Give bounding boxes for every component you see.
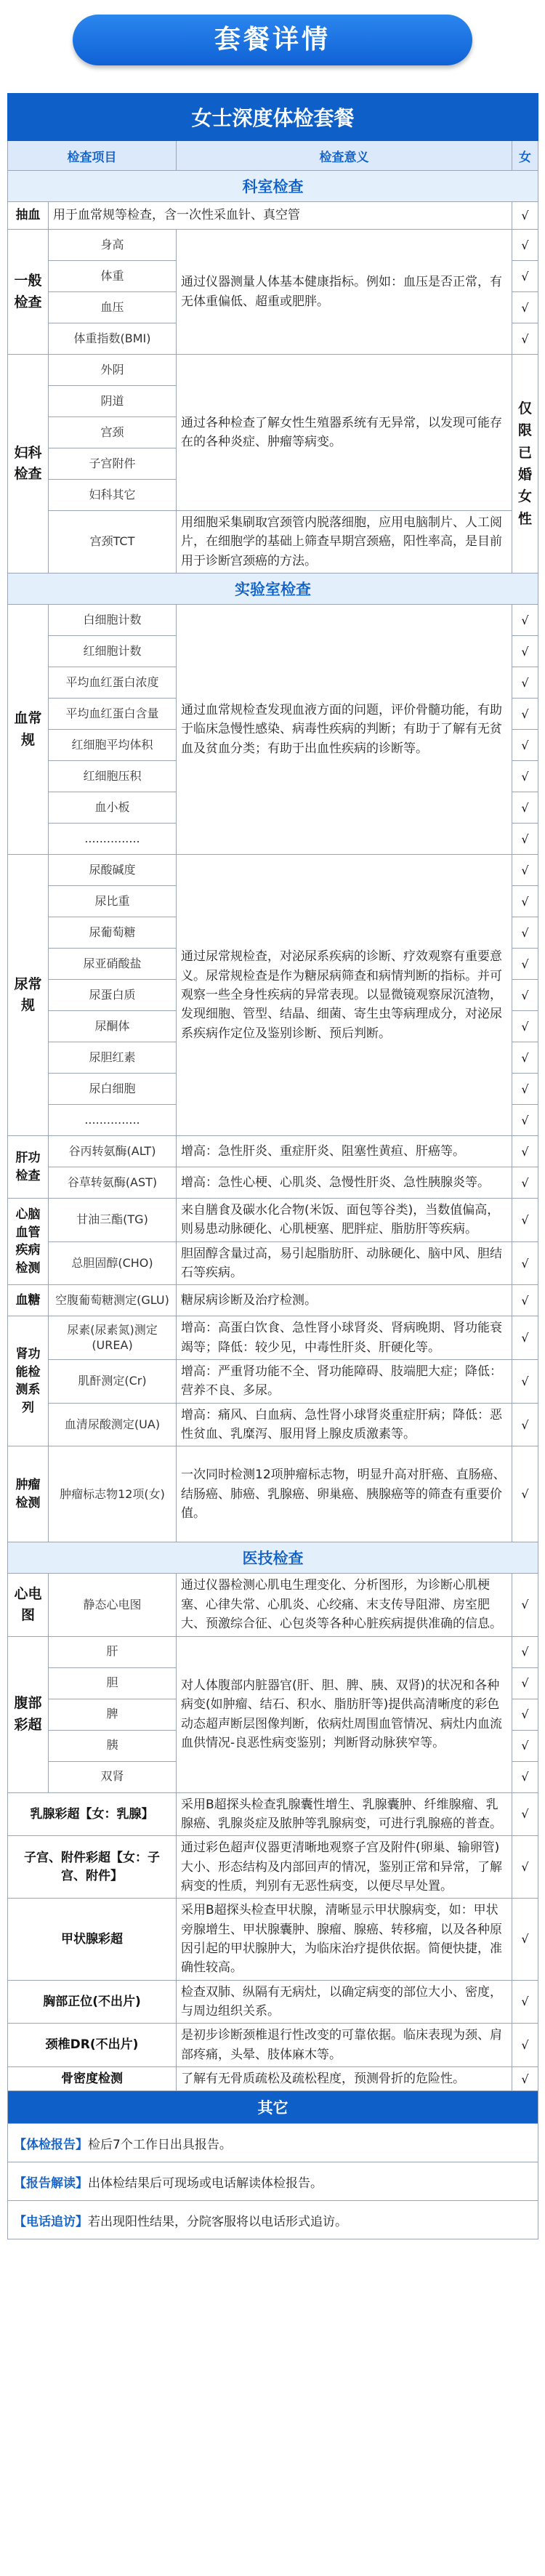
- item-label: 血小板: [49, 792, 177, 824]
- blood-routine-desc: 通过血常规检查发现血液方面的问题，评价骨髓功能，有助于临床急慢性感染、病毒性疾病的判断；有助于了解有无贫血及贫血分类；有助于出血性疾病的诊断等。: [177, 605, 512, 855]
- uterus-desc: 通过彩色超声仪器更清晰地观察子宫及附件(卵巢、输卵管)大小、形态结构及内部回声的情况，鉴别正常和异常，了解病变的性质，判别有无恶性病变，以便尽早处置。: [177, 1836, 512, 1899]
- check-mark: √: [512, 1792, 538, 1836]
- item-label: 血压: [49, 292, 177, 323]
- liver-desc: 增高：急性心梗、心肌炎、急慢性肝炎、急性胰腺炎等。: [177, 1167, 512, 1199]
- check-mark: √: [512, 1980, 538, 2024]
- item-label: 尿比重: [49, 886, 177, 917]
- item-label: 外阴: [49, 355, 177, 386]
- item-label: 平均血红蛋白浓度: [49, 667, 177, 699]
- item-label: 谷草转氨酶(AST): [49, 1167, 177, 1199]
- other-text: 出体检结果后可现场或电话解读体检报告。: [88, 2175, 323, 2191]
- other-row-report: [8, 2124, 538, 2162]
- table-row: [8, 2024, 538, 2067]
- kidney-desc: 增高：高蛋白饮食、急性肾小球肾炎、肾病晚期、肾功能衰竭等；降低：较少见，中毒性肝炎、肝硬化等。: [177, 1316, 512, 1360]
- check-mark: √: [512, 917, 538, 949]
- item-label: 尿素(尿素氮)测定(UREA): [49, 1316, 177, 1360]
- table-row: [8, 202, 538, 230]
- item-label: 脾: [49, 1699, 177, 1730]
- check-mark: √: [512, 855, 538, 886]
- check-mark: √: [512, 636, 538, 667]
- check-mark: √: [512, 1105, 538, 1136]
- table-row: [8, 1316, 538, 1360]
- table-row: [8, 1792, 538, 1836]
- category-ecg: 心电图: [8, 1574, 49, 1636]
- check-mark: √: [512, 1636, 538, 1667]
- table-row: [8, 355, 538, 386]
- breast-desc: 采用B超探头检查乳腺囊性增生、乳腺囊肿、纤维腺瘤、乳腺癌、乳腺炎症及脓肿等乳腺病变，可进行乳腺癌的普查。: [177, 1792, 512, 1836]
- category-tumor: 肿瘤检测: [8, 1446, 49, 1542]
- category-urine-routine: 尿常规: [8, 855, 49, 1136]
- check-mark: √: [512, 1899, 538, 1980]
- other-label: 【体检报告】: [14, 2137, 88, 2152]
- table-row: [8, 1836, 538, 1899]
- column-header-female: 女: [512, 141, 538, 171]
- check-mark: √: [512, 730, 538, 761]
- item-label: 尿亚硝酸盐: [49, 949, 177, 980]
- check-mark: √: [512, 886, 538, 917]
- ecg-desc: 通过仪器检测心肌电生理变化、分析图形，为诊断心肌梗塞、心律失常、心肌炎、心绞痛、末支传导阻滞、房室肥大、预激综合征、心包炎等各种心脏疾病提供准确的信息。: [177, 1574, 512, 1636]
- liver-desc: 增高：急性肝炎、重症肝炎、阻塞性黄疸、肝癌等。: [177, 1136, 512, 1167]
- check-mark: √: [512, 2024, 538, 2067]
- table-row: [8, 1136, 538, 1167]
- check-mark: √: [512, 949, 538, 980]
- category-bone: 骨密度检测: [8, 2066, 177, 2090]
- package-table: [7, 93, 538, 2239]
- kidney-desc: 增高：痛风、白血病、急性肾小球肾炎重症肝病；降低：恶性贫血、乳糜泻、服用肾上腺皮质激素等。: [177, 1403, 512, 1446]
- category-glucose: 血糖: [8, 1285, 49, 1316]
- table-row: [8, 230, 538, 261]
- check-mark: √: [512, 1403, 538, 1446]
- item-label: 红细胞压积: [49, 761, 177, 792]
- check-mark: √: [512, 792, 538, 824]
- section-title-lab: 实验室检查: [8, 573, 538, 605]
- check-mark: √: [512, 1074, 538, 1105]
- item-label: 谷丙转氨酶(ALT): [49, 1136, 177, 1167]
- urine-routine-desc: 通过尿常规检查，对泌尿系疾病的诊断、疗效观察有重要意义。尿常规检查是作为糖尿病筛查和病情判断的指标。并可观察一些全身性疾病的异常表现。以显微镜观察尿沉渣物，发现细胞、管型、结晶、细菌、寄生虫等病理成分，对泌尿系疾病作定位及鉴别诊断、预后判断。: [177, 855, 512, 1136]
- other-text: 若出现阳性结果，分院客服将以电话形式追访。: [88, 2214, 347, 2229]
- check-mark: √: [512, 699, 538, 730]
- check-mark: √: [512, 1446, 538, 1542]
- item-label: 胰: [49, 1730, 177, 1761]
- check-mark: √: [512, 292, 538, 323]
- table-row: [8, 1167, 538, 1199]
- table-row: [8, 1574, 538, 1636]
- item-label: 尿葡萄糖: [49, 917, 177, 949]
- table-row: [8, 1980, 538, 2024]
- table-row: [8, 2201, 538, 2239]
- bone-desc: 了解有无骨质疏松及疏松程度，预测骨折的危险性。: [177, 2066, 512, 2090]
- check-mark: √: [512, 1836, 538, 1899]
- item-label: 肿瘤标志物12项(女): [49, 1446, 177, 1542]
- category-general: 一般检查: [8, 230, 49, 355]
- column-header-item: 检查项目: [8, 141, 177, 171]
- section-row: [8, 171, 538, 202]
- check-mark: √: [512, 824, 538, 855]
- check-mark: √: [512, 605, 538, 636]
- check-mark: √: [512, 761, 538, 792]
- item-label: 尿酸碱度: [49, 855, 177, 886]
- section-row: [8, 1542, 538, 1574]
- other-label: 【电话追访】: [14, 2214, 88, 2229]
- category-kidney: 肾功能检测系列: [8, 1316, 49, 1446]
- item-label: 体重指数(BMI): [49, 323, 177, 355]
- category-gyn: 妇科检查: [8, 355, 49, 573]
- table-row: [8, 2162, 538, 2201]
- item-label: 宫颈: [49, 417, 177, 448]
- category-breast: 乳腺彩超【女：乳腺】: [8, 1792, 177, 1836]
- table-row: [8, 1403, 538, 1446]
- category-chest: 胸部正位(不出片): [8, 1980, 177, 2024]
- tct-desc: 用细胞采集刷取宫颈管内脱落细胞，应用电脑制片、人工阅片，在细胞学的基础上筛查早期宫颈癌，阳性率高，是目前用于诊断宫颈癌的方法。: [177, 511, 512, 573]
- chest-desc: 检查双肺、纵隔有无病灶，以确定病变的部位大小、密度，与周边组织关系。: [177, 1980, 512, 2024]
- category-blood-routine: 血常规: [8, 605, 49, 855]
- table-title: 女士深度体检套餐: [8, 94, 538, 141]
- item-label: 子宫附件: [49, 448, 177, 480]
- table-row: [8, 2124, 538, 2162]
- other-row-interpretation: [8, 2162, 538, 2201]
- check-mark: √: [512, 1730, 538, 1761]
- item-label: 肝: [49, 1636, 177, 1667]
- category-uterus: 子宫、附件彩超【女：子宫、附件】: [8, 1836, 177, 1899]
- item-label: 总胆固醇(CHO): [49, 1241, 177, 1285]
- header-title: 套餐详情: [214, 25, 331, 55]
- table-title-row: [8, 94, 538, 141]
- item-label: 阴道: [49, 386, 177, 417]
- item-label: 白细胞计数: [49, 605, 177, 636]
- item-label: 肌酐测定(Cr): [49, 1360, 177, 1404]
- check-mark: √: [512, 2066, 538, 2090]
- cardio-desc: 胆固醇含量过高，易引起脂肪肝、动脉硬化、脑中风、胆结石等疾病。: [177, 1241, 512, 1285]
- item-label: 空腹葡萄糖测定(GLU): [49, 1285, 177, 1316]
- item-label: ...............: [49, 824, 177, 855]
- item-label: 尿胆红素: [49, 1042, 177, 1074]
- table-row: [8, 2066, 538, 2090]
- general-desc: 通过仪器测量人体基本健康指标。例如：血压是否正常，有无体重偏低、超重或肥胖。: [177, 230, 512, 355]
- item-label: 妇科其它: [49, 480, 177, 511]
- category-liver: 肝功检查: [8, 1136, 49, 1199]
- other-row-followup: [8, 2201, 538, 2239]
- category-blood-draw: 抽血: [8, 202, 49, 230]
- kidney-desc: 增高：严重肾功能不全、肾功能障碍、肢端肥大症；降低：营养不良、多尿。: [177, 1360, 512, 1404]
- item-label: 甘油三酯(TG): [49, 1199, 177, 1242]
- table-row: [8, 1241, 538, 1285]
- item-label: 平均血红蛋白含量: [49, 699, 177, 730]
- category-cervical: 颈椎DR(不出片): [8, 2024, 177, 2067]
- check-mark: √: [512, 261, 538, 292]
- item-label: 体重: [49, 261, 177, 292]
- check-mark: √: [512, 1574, 538, 1636]
- category-thyroid: 甲状腺彩超: [8, 1899, 177, 1980]
- item-label: 宫颈TCT: [49, 511, 177, 573]
- item-label: 胆: [49, 1667, 177, 1699]
- table-row: [8, 1285, 538, 1316]
- check-mark: √: [512, 230, 538, 261]
- check-mark: √: [512, 1042, 538, 1074]
- table-row: [8, 1360, 538, 1404]
- item-label: 红细胞计数: [49, 636, 177, 667]
- table-row: [8, 605, 538, 636]
- category-abdomen: 腹部彩超: [8, 1636, 49, 1792]
- other-label: 【报告解读】: [14, 2175, 88, 2191]
- table-row: [8, 855, 538, 886]
- check-mark: √: [512, 1167, 538, 1199]
- check-mark: √: [512, 1199, 538, 1242]
- table-row: [8, 1899, 538, 1980]
- check-mark: √: [512, 1241, 538, 1285]
- table-row: [8, 511, 538, 573]
- item-label: 尿蛋白质: [49, 980, 177, 1011]
- item-label: 红细胞平均体积: [49, 730, 177, 761]
- check-mark: √: [512, 667, 538, 699]
- item-label: 静态心电图: [49, 1574, 177, 1636]
- married-only-note: 仅限已婚女性: [512, 355, 538, 573]
- section-title-other: 其它: [8, 2091, 538, 2124]
- thyroid-desc: 采用B超探头检查甲状腺，清晰显示甲状腺病变，如：甲状旁腺增生、甲状腺囊肿、腺瘤、腺癌、转移瘤，以及各种原因引起的甲状腺肿大，为临床治疗提供依据。简便快捷，准确性较高。: [177, 1899, 512, 1980]
- cardio-desc: 来自膳食及碳水化合物(米饭、面包等谷类)，当数值偏高，则易患动脉硬化、心肌梗塞、肥胖症、脂肪肝等疾病。: [177, 1199, 512, 1242]
- check-mark: √: [512, 1285, 538, 1316]
- cervical-desc: 是初步诊断颈椎退行性改变的可靠依据。临床表现为颈、肩部疼痛，头晕、肢体麻木等。: [177, 2024, 512, 2067]
- check-mark: √: [512, 1136, 538, 1167]
- item-label: 双肾: [49, 1761, 177, 1792]
- category-cardio: 心脑血管疾病检测: [8, 1199, 49, 1285]
- table-header-row: [8, 141, 538, 171]
- table-row: [8, 1636, 538, 1667]
- tumor-desc: 一次同时检测12项肿瘤标志物，明显升高对肝癌、直肠癌、结肠癌、肺癌、乳腺癌、卵巢癌、胰腺癌等的筛查有重要价值。: [177, 1446, 512, 1542]
- check-mark: √: [512, 1011, 538, 1042]
- other-text: 检后7个工作日出具报告。: [88, 2137, 232, 2152]
- item-label: 尿白细胞: [49, 1074, 177, 1105]
- table-row: [8, 1446, 538, 1542]
- check-mark: √: [512, 1761, 538, 1792]
- item-label: ...............: [49, 1105, 177, 1136]
- item-label: 血清尿酸测定(UA): [49, 1403, 177, 1446]
- check-mark: √: [512, 980, 538, 1011]
- check-mark: √: [512, 1360, 538, 1404]
- section-title-clinical: 科室检查: [8, 171, 538, 202]
- section-title-tech: 医技检查: [8, 1542, 538, 1574]
- blood-draw-desc: 用于血常规等检查，含一次性采血针、真空管: [49, 202, 512, 230]
- abdomen-desc: 对人体腹部内脏器官(肝、胆、脾、胰、双肾)的状况和各种病变(如肿瘤、结石、积水、脂肪肝等)提供高清晰度的彩色动态超声断层图像判断，依病灶周围血管情况、病灶内血流血供情况-良恶性病变鉴别；判断肾动脉狭窄等。: [177, 1636, 512, 1792]
- check-mark: √: [512, 202, 538, 230]
- check-mark: √: [512, 1316, 538, 1360]
- section-row: [8, 2091, 538, 2124]
- check-mark: √: [512, 1699, 538, 1730]
- glucose-desc: 糖尿病诊断及治疗检测。: [177, 1285, 512, 1316]
- item-label: 尿酮体: [49, 1011, 177, 1042]
- check-mark: √: [512, 1667, 538, 1699]
- gyn-desc: 通过各种检查了解女性生殖器系统有无异常，以发现可能存在的各种炎症、肿瘤等病变。: [177, 355, 512, 511]
- header-pill: [73, 15, 472, 65]
- check-mark: √: [512, 323, 538, 355]
- column-header-meaning: 检查意义: [177, 141, 512, 171]
- section-row: [8, 573, 538, 605]
- table-row: [8, 1199, 538, 1242]
- item-label: 身高: [49, 230, 177, 261]
